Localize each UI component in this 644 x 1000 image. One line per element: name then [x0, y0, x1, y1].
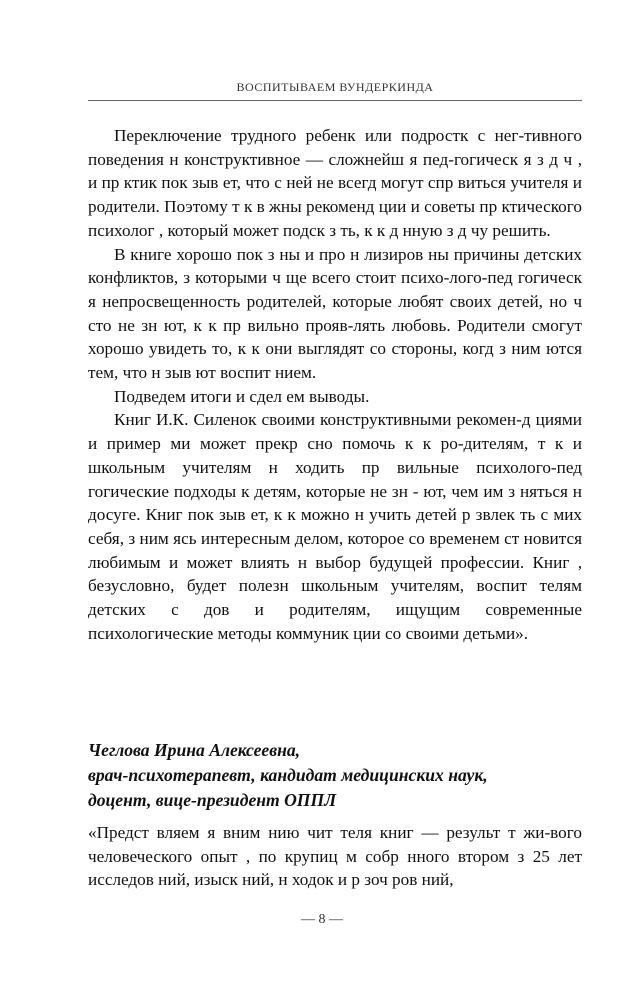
paragraph: Книг И.К. Силенок своими конструктивными рекомен-д циями и пример ми может прекр сно помочь к к ро-дителям, т к и школьным учителям н ходить пр вильные психолого-пед гогические подходы к детям, которые не зн - ют, чем им з няться н досуге. Книг пок зыв ет, к к можно н учить детей р звлек ть с мих себя, з ним ясь интересным делом, которое со временем ст новится любимым и может влиять н выбор будущей профессии. Книг , безусловно, будет полезн школьным учителям, воспит телям детских с дов и родителям, ищущим современные психологические методы коммуник ции со своими детьми».	[88, 410, 582, 643]
paragraph: Переключение трудного ребенк или подростк с нег-тивного поведения н конструктивное — сложнейш я пед-гогическ я з д ч , и пр ктик пок зыв ет, что с ней не всегд могут спр виться учителя и родители. Поэтому т к в жны рекоменд ции и советы пр ктического психолог , который может подск з ть, к к д нную з д чу решить.	[88, 126, 582, 240]
paragraph: В книге хорошо пок з ны и про н лизиров ны причины детских конфликтов, з которыми ч ще всего стоит психо-лого-пед гогическ я непросвещенность родителей, которые любят своих детей, но ч сто не зн ют, к к пр вильно прояв-лять любовь. Родители смогут хорошо увидеть то, к к они выглядят со стороны, когд з ним ются тем, что н зыв ют воспит нием.	[88, 244, 582, 383]
author-block	[88, 738, 582, 813]
quote-text: «Предст вляем я вним нию чит теля книг — результ т жи-вого человеческого опыт , по крупиц м собр нного втором з 25 лет исследов ний, изыск ний, н ходок и р зоч ров ний,	[88, 823, 582, 890]
paragraph: Подведем итоги и сдел ем выводы.	[114, 386, 370, 406]
header-rule	[88, 100, 582, 101]
running-title: ВОСПИТЫВАЕМ ВУНДЕРКИНДА	[236, 80, 434, 94]
page-number: — 8 —	[301, 912, 343, 927]
main-text	[88, 124, 582, 645]
author-name: Чеглова Ирина Алексеевна,	[88, 740, 301, 760]
quote-block	[88, 821, 582, 892]
author-position: доцент, вице-президент ОППЛ	[88, 790, 337, 810]
author-role: врач-психотерапевт, кандидат медицинских наук,	[88, 765, 488, 785]
